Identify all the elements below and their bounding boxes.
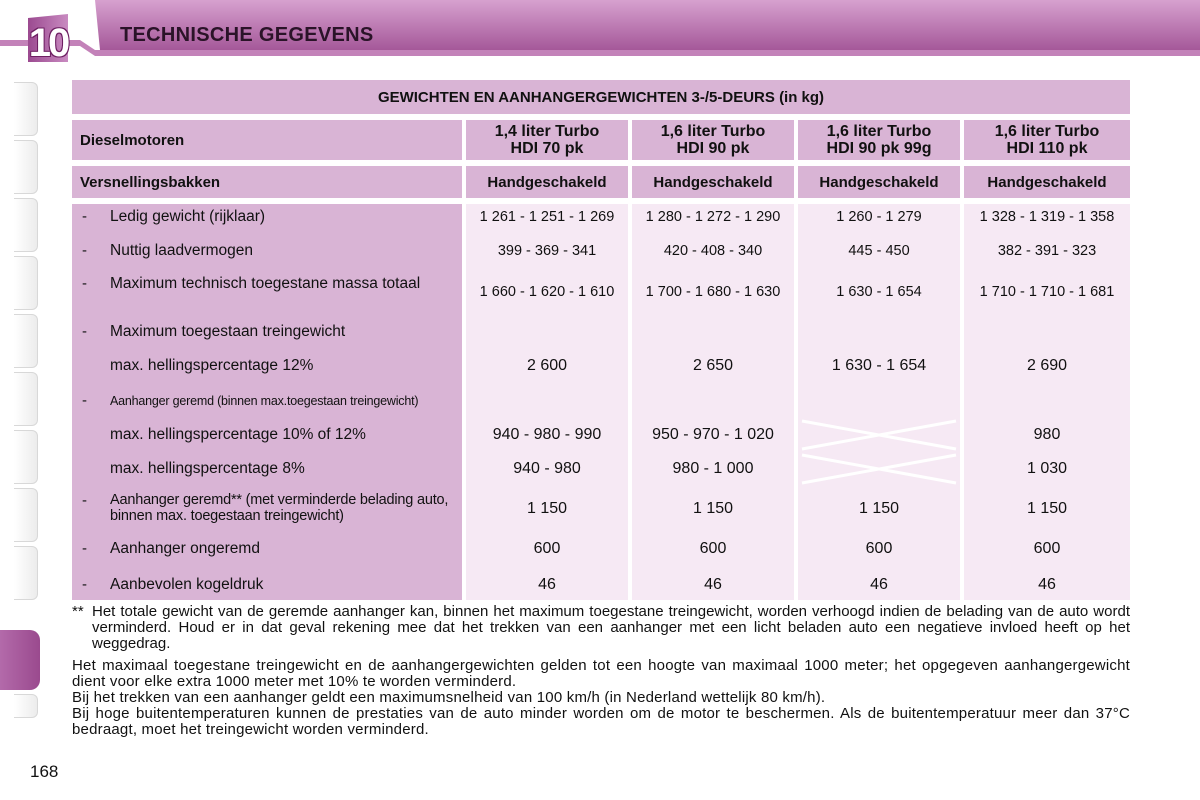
chapter-tab[interactable]	[14, 430, 38, 484]
row-dash: -	[82, 492, 87, 509]
gearbox-value: Handgeschakeld	[632, 166, 794, 198]
row-dash: -	[82, 242, 87, 259]
chapter-number: 10	[28, 21, 68, 62]
row-value: 1 280 - 1 272 - 1 290	[645, 209, 781, 225]
chapter-tab[interactable]	[14, 140, 38, 194]
row-value: 980	[1033, 426, 1061, 443]
gearbox-value: Handgeschakeld	[964, 166, 1130, 198]
row-label: Aanhanger geremd (binnen max.toegestaan treingewicht)	[110, 394, 419, 408]
row-value: 46	[870, 576, 888, 593]
chapter-tabs	[0, 82, 44, 722]
chapter-tab[interactable]	[14, 694, 38, 718]
gearbox-value: Handgeschakeld	[798, 166, 960, 198]
engine-header	[964, 120, 1130, 160]
engine-spec: HDI 90 pk 99g	[826, 140, 932, 157]
chapter-tab[interactable]	[14, 546, 38, 600]
table-title: GEWICHTEN EN AANHANGERGEWICHTEN 3-/5-DEURS (in kg)	[72, 80, 1130, 114]
table-row	[72, 426, 1130, 446]
table-row	[72, 492, 1130, 526]
row-label: Aanhanger ongeremd	[110, 540, 260, 557]
row-value: 980 - 1 000	[672, 460, 754, 477]
row-value: 950 - 970 - 1 020	[652, 426, 774, 443]
footnote-mark: **	[72, 603, 84, 620]
row-label: max. hellingspercentage 12%	[110, 357, 314, 374]
row-dash: -	[82, 208, 87, 225]
chapter-tab[interactable]	[14, 372, 38, 426]
page-title: TECHNISCHE GEGEVENS	[120, 24, 374, 46]
row-value: 2 600	[526, 357, 568, 374]
footnote	[72, 604, 1130, 652]
row-value: 382 - 391 - 323	[997, 243, 1097, 259]
row-dash: -	[82, 323, 87, 340]
row-value: 1 150	[858, 500, 900, 517]
row-value: 940 - 980	[513, 460, 581, 477]
row-dash: -	[82, 275, 87, 292]
row-value: 46	[1038, 576, 1056, 593]
row-label: max. hellingspercentage 10% of 12%	[110, 426, 366, 443]
body-paragraph: Het maximaal toegestane treingewicht en de aanhangergewichten gelden tot een hoogte van maximaal 1000 meter; het opgegeven aanhangergewicht dient voor elke extra 1000 meter met 10% te worden verminderd.	[72, 657, 1130, 690]
chapter-tab[interactable]	[14, 82, 38, 136]
engine-spec: HDI 110 pk	[1006, 140, 1088, 157]
row-value: 600	[533, 540, 561, 557]
row-value: 1 030	[1026, 460, 1068, 477]
gearbox-value: Handgeschakeld	[466, 166, 628, 198]
row-value: 1 150	[526, 500, 568, 517]
row-value: 1 328 - 1 319 - 1 358	[979, 209, 1115, 225]
row-label: Nuttig laadvermogen	[110, 242, 254, 259]
table-row	[72, 460, 1130, 480]
row-label: Maximum toegestaan treingewicht	[110, 323, 346, 340]
row-value: 1 150	[692, 500, 734, 517]
table-row	[72, 323, 1130, 343]
row-value: 1 261 - 1 251 - 1 269	[479, 209, 615, 225]
chapter-tab-active[interactable]	[0, 630, 40, 690]
row-label: Maximum technisch toegestane massa totaal	[110, 275, 421, 292]
row-value: 1 260 - 1 279	[836, 209, 922, 225]
row-value: 1 630 - 1 654	[831, 357, 927, 374]
chapter-tab[interactable]	[14, 256, 38, 310]
engine-name: 1,6 liter Turbo	[994, 123, 1100, 140]
engine-name: 1,6 liter Turbo	[660, 123, 766, 140]
footnote-text: Het totale gewicht van de geremde aanhanger kan, binnen het maximum toegestane treingewicht, worden verhoogd indien de belading van de auto wordt verminderd. Houd er in dat geval rekening mee dat het trekken van een aanhanger met een licht beladen auto een negatieve invloed heeft op het weggedrag.	[92, 603, 1130, 652]
row-label: Aanhanger geremd** (met verminderde belading auto, binnen max. toegestaan treingewicht)	[110, 492, 449, 524]
row-value: 940 - 980 - 990	[492, 426, 602, 443]
table-row	[72, 392, 1130, 412]
chapter-tab[interactable]	[14, 488, 38, 542]
body-paragraph: Bij het trekken van een aanhanger geldt een maximumsnelheid van 100 km/h (in Nederland wettelijk 80 km/h).	[72, 689, 826, 706]
row-value: 445 - 450	[848, 243, 910, 259]
row-value: 1 710 - 1 710 - 1 681	[979, 284, 1115, 300]
row-value: 600	[865, 540, 893, 557]
engine-name: 1,4 liter Turbo	[494, 123, 600, 140]
gearbox-label: Versnellingsbakken	[72, 166, 462, 198]
engine-spec: HDI 70 pk	[510, 140, 584, 157]
row-value: 46	[704, 576, 722, 593]
row-value: 420 - 408 - 340	[663, 243, 763, 259]
row-value: 1 630 - 1 654	[836, 284, 922, 300]
row-label: Ledig gewicht (rijklaar)	[110, 208, 266, 225]
table-row	[72, 576, 1130, 596]
row-value: 2 690	[1026, 357, 1068, 374]
row-dash: -	[82, 576, 87, 593]
engine-header	[798, 120, 960, 160]
row-value: 2 650	[692, 357, 734, 374]
engine-header	[466, 120, 628, 160]
chapter-tab[interactable]	[14, 198, 38, 252]
engine-label: Dieselmotoren	[72, 120, 462, 160]
chapter-banner	[0, 0, 1200, 62]
body-paragraph: Bij hoge buitentemperaturen kunnen de prestaties van de auto minder worden om de motor te beschermen. Als de buitentemperatuur meer dan 37°C bedraagt, moet het treingewicht worden verminderd.	[72, 705, 1130, 738]
row-value: 600	[699, 540, 727, 557]
table-row	[72, 275, 1130, 311]
row-dash: -	[82, 392, 87, 409]
engine-header	[632, 120, 794, 160]
engine-spec: HDI 90 pk	[676, 140, 750, 157]
row-label: max. hellingspercentage 8%	[110, 460, 305, 477]
table-row	[72, 540, 1130, 560]
row-value: 46	[538, 576, 556, 593]
engine-name: 1,6 liter Turbo	[826, 123, 932, 140]
row-label: Aanbevolen kogeldruk	[110, 576, 264, 593]
table-row	[72, 357, 1130, 377]
row-value: 399 - 369 - 341	[497, 243, 597, 259]
row-value: 1 700 - 1 680 - 1 630	[645, 284, 781, 300]
table-row	[72, 242, 1130, 262]
page-number: 168	[30, 762, 59, 781]
row-value: 1 660 - 1 620 - 1 610	[479, 284, 615, 300]
row-dash: -	[82, 540, 87, 557]
chapter-tab[interactable]	[14, 314, 38, 368]
row-value: 600	[1033, 540, 1061, 557]
row-value: 1 150	[1026, 500, 1068, 517]
table-row	[72, 208, 1130, 228]
